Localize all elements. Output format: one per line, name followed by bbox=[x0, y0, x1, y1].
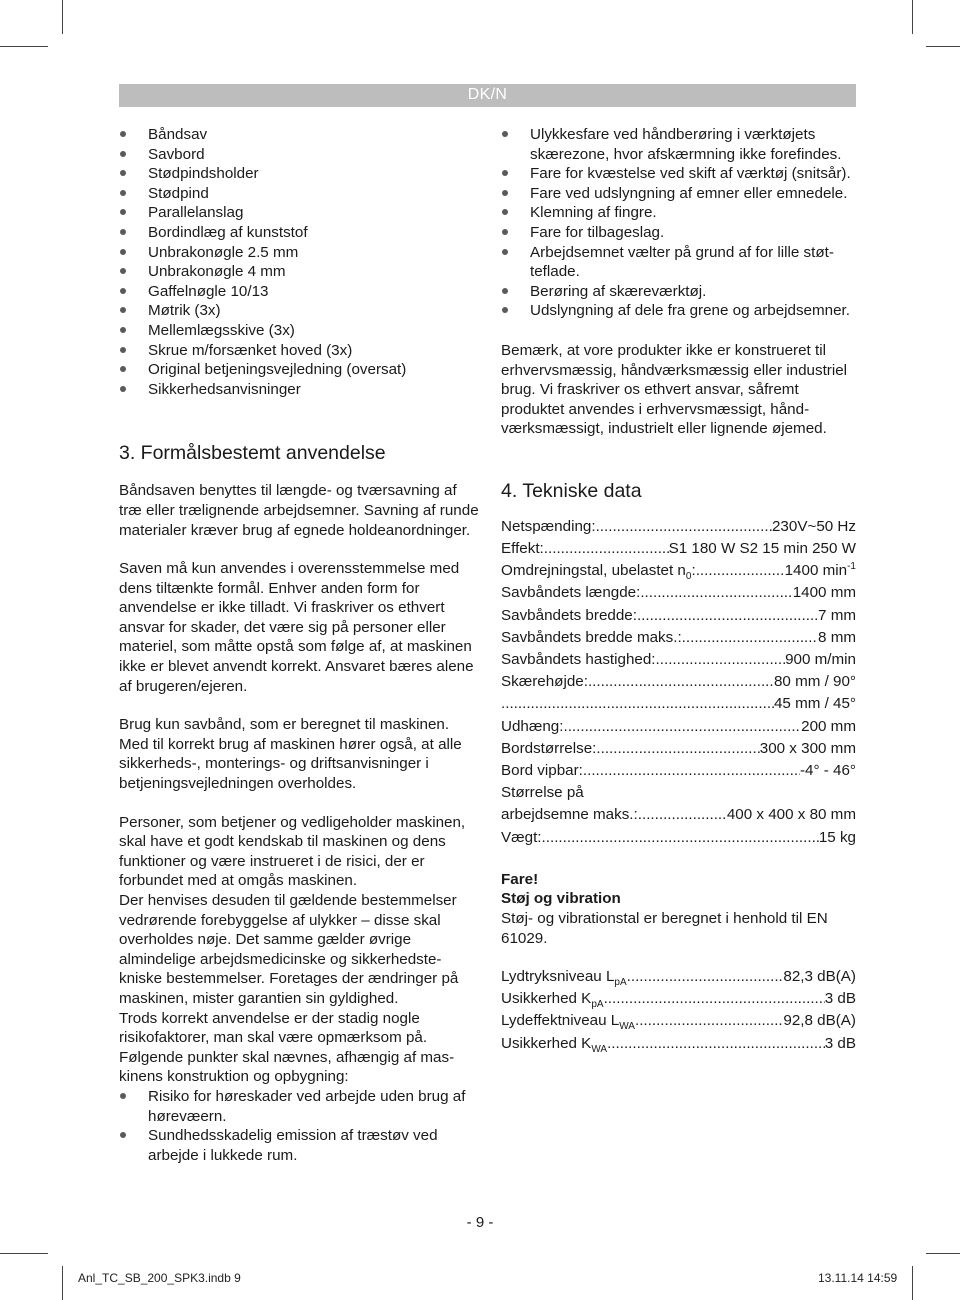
spec-label: Savbåndets længde: bbox=[501, 584, 641, 602]
leader-dots bbox=[638, 805, 727, 825]
spec-label: Usikkerhed $K_{WA}$ bbox=[501, 1034, 608, 1055]
spec-value: 400 x 400 x 80 mm bbox=[726, 806, 856, 824]
paragraph: Der henvises desuden til gældende bestemmelser vedrørende forebyggelse af ulykker – disse skal overholdes nøje. Det samme gælder øvrige almindelige arbejdsmedicinske og sikkerhedstekniske bestemmelser. Foretages der ændringer på maskinen, mister garantien sin gyldighed. bbox=[119, 892, 459, 1007]
leader-dots bbox=[607, 1034, 825, 1054]
spec-row bbox=[501, 783, 856, 805]
risk-list bbox=[119, 1087, 479, 1165]
crop-mark bbox=[926, 1253, 960, 1254]
spec-value: 92,8 dB(A) bbox=[783, 1012, 856, 1030]
leader-dots bbox=[544, 539, 669, 559]
list-item: Båndsav bbox=[119, 125, 479, 145]
spec-row bbox=[501, 694, 856, 716]
spec-row bbox=[501, 561, 856, 583]
paragraph: Saven må kun anvendes i overensstemmelse med dens tiltænkte formål. Enhver anden form for anvendelse er ikke tilladt. Vi fraskriver os ethvert ansvar for skader, det være sig på personer eller materiel, som måtte opstå som følge af, at maskinen ikke er blevet anvendt korrekt. Ansvaret bæres alene af brugeren/ejeren. bbox=[119, 560, 474, 695]
leader-dots bbox=[596, 517, 772, 537]
noise-title: Støj og vibration bbox=[501, 890, 621, 908]
spec-label: Lydeffektniveau $L_{WA}$ bbox=[501, 1012, 635, 1033]
list-item: Skrue m/forsænket hoved (3x) bbox=[119, 341, 479, 361]
list-item: Sundhedsskadelig emission af træstøv ved arbejde i lukkede rum. bbox=[119, 1126, 479, 1165]
spec-row bbox=[501, 517, 856, 539]
section-4-title: 4. Tekniske data bbox=[501, 479, 642, 502]
spec-value: 8 mm bbox=[818, 628, 856, 646]
disclaimer-note: Bemærk, at vore produkter ikke er konstrueret til erhvervsmæssig, håndværksmæssig eller industriel brug. Vi fraskriver os ethvert ansvar, såfremt produktet anvendes i erhvervsmæssigt, håndværksmæssigt, industrielt eller lignende øjemed. bbox=[501, 341, 848, 438]
leader-dots bbox=[627, 967, 784, 987]
crop-mark bbox=[62, 0, 63, 34]
spec-value: 200 mm bbox=[801, 717, 856, 735]
spec-label: Netspænding: bbox=[501, 517, 596, 535]
paragraph: Brug kun savbånd, som er beregnet til maskinen. Med til korrekt brug af maskinen hører også, at alle sikkerheds-, monterings- og driftsanvisninger i betjeningsvejledningen overholdes. bbox=[119, 716, 462, 793]
spec-label: Savbåndets bredde maks.: bbox=[501, 628, 682, 646]
spec-label: Savbåndets hastighed: bbox=[501, 651, 656, 669]
language-header-bar bbox=[119, 84, 856, 107]
list-item: Mellemlægsskive (3x) bbox=[119, 321, 479, 341]
spec-row bbox=[501, 739, 856, 761]
leader-dots bbox=[604, 989, 825, 1009]
leader-dots bbox=[682, 628, 818, 648]
parts-list bbox=[119, 125, 479, 399]
list-item: Gaffelnøgle 10/13 bbox=[119, 282, 479, 302]
spec-row bbox=[501, 1034, 856, 1056]
list-item: Original betjeningsvejledning (oversat) bbox=[119, 360, 479, 380]
spec-label: Bord vipbar: bbox=[501, 761, 583, 779]
spec-value: 1400 $\min^{-1}$ bbox=[784, 561, 856, 580]
spec-row bbox=[501, 583, 856, 605]
list-item: Fare ved udslyngning af emner eller emnedele. bbox=[501, 184, 856, 204]
spec-label: Størrelse på bbox=[501, 784, 584, 802]
list-item: Klemning af fingre. bbox=[501, 203, 856, 223]
spec-value: -4° - 46° bbox=[799, 761, 856, 779]
list-item: Sikkerhedsanvisninger bbox=[119, 380, 479, 400]
noise-values-table bbox=[501, 967, 856, 1056]
spec-row bbox=[501, 989, 856, 1011]
leader-dots bbox=[696, 561, 785, 581]
spec-value: 3 dB bbox=[824, 1034, 856, 1052]
list-item: Berøring af skæreværktøj. bbox=[501, 282, 856, 302]
spec-label: Effekt: bbox=[501, 540, 544, 558]
leader-dots bbox=[596, 739, 759, 759]
list-item: Savbord bbox=[119, 145, 479, 165]
crop-mark bbox=[926, 46, 960, 47]
leader-dots bbox=[583, 761, 800, 781]
spec-value: 1400 mm bbox=[792, 584, 856, 602]
right-column bbox=[501, 125, 856, 1056]
spec-value: S1 180 W S2 15 min 250 W bbox=[668, 540, 856, 558]
leader-dots bbox=[635, 1011, 783, 1031]
leader-dots bbox=[563, 717, 801, 737]
spec-row bbox=[501, 650, 856, 672]
list-item: Stødpindsholder bbox=[119, 164, 479, 184]
spec-label: Skærehøjde: bbox=[501, 673, 588, 691]
spec-label: Lydtryksniveau $L_{pA}$ bbox=[501, 968, 627, 989]
spec-row bbox=[501, 717, 856, 739]
leader-dots bbox=[588, 672, 774, 692]
section-3-title: 3. Formålsbestemt anvendelse bbox=[119, 442, 386, 465]
paragraph: Båndsaven benyttes til længde- og tværsavning af træ eller trælignende arbejdsemner. Savning af runde materialer kræver brug af egnede holdeanordninger. bbox=[119, 482, 479, 539]
crop-mark bbox=[0, 46, 48, 47]
list-item: Ulykkesfare ved håndberøring i værktøjets skærezone, hvor afskærmning ikke forefindes. bbox=[501, 125, 856, 164]
spec-row bbox=[501, 606, 856, 628]
spec-row bbox=[501, 628, 856, 650]
leader-dots bbox=[640, 583, 792, 603]
list-item: Møtrik (3x) bbox=[119, 301, 479, 321]
crop-mark bbox=[0, 1253, 48, 1254]
language-label: DK/N bbox=[467, 86, 508, 103]
spec-label: Udhæng: bbox=[501, 717, 564, 735]
list-item: Arbejdsemnet vælter på grund af for lille støtteflade. bbox=[501, 243, 856, 282]
spec-value: 15 kg bbox=[818, 828, 856, 846]
list-item: Risiko for høreskader ved arbejde uden brug af hørevæern. bbox=[119, 1087, 479, 1126]
spec-value: 82,3 dB(A) bbox=[783, 968, 856, 986]
left-column bbox=[119, 125, 479, 1165]
spec-value: 3 dB bbox=[824, 990, 856, 1008]
spec-row bbox=[501, 828, 856, 850]
list-item: Unbrakonøgle 4 mm bbox=[119, 262, 479, 282]
leader-dots bbox=[656, 650, 786, 670]
paragraph: Personer, som betjener og vedligeholder maskinen, skal have et godt kendskab til maskinen og dens funktioner og være instrueret i de risici, der er forbundet med at omgås maskinen. bbox=[119, 813, 466, 890]
footer-file: Anl_TC_SB_200_SPK3.indb 9 bbox=[78, 1271, 241, 1285]
spec-label: Savbåndets bredde: bbox=[501, 606, 637, 624]
spec-row bbox=[501, 1011, 856, 1033]
crop-mark bbox=[912, 1266, 913, 1300]
spec-label: Vægt: bbox=[501, 828, 542, 846]
spec-label: arbejdsemne maks.: bbox=[501, 806, 638, 824]
spec-label: Omdrejningstal, ubelastet $n_0$: bbox=[501, 562, 696, 583]
list-item: Fare for tilbageslag. bbox=[501, 223, 856, 243]
leader-dots bbox=[637, 606, 818, 626]
spec-value: 45 mm / 45° bbox=[773, 695, 856, 713]
leader-dots bbox=[542, 828, 819, 848]
spec-row bbox=[501, 761, 856, 783]
spec-value: 900 m/min bbox=[785, 651, 856, 669]
crop-mark bbox=[62, 1266, 63, 1300]
page-number: - 9 - bbox=[466, 1214, 494, 1231]
list-item: Udslyngning af dele fra grene og arbejdsemner. bbox=[501, 301, 856, 321]
warning-title: Fare! bbox=[501, 870, 539, 888]
list-item: Stødpind bbox=[119, 184, 479, 204]
spec-value: 7 mm bbox=[818, 606, 856, 624]
technical-data-table bbox=[501, 517, 856, 850]
spec-label: Usikkerhed $K_{pA}$ bbox=[501, 990, 604, 1011]
spec-row bbox=[501, 967, 856, 989]
spec-row bbox=[501, 539, 856, 561]
spec-value: 300 x 300 mm bbox=[759, 739, 856, 757]
spec-label: Bordstørrelse: bbox=[501, 739, 597, 757]
spec-value: 80 mm / 90° bbox=[773, 673, 856, 691]
list-item: Parallelanslag bbox=[119, 203, 479, 223]
spec-row bbox=[501, 672, 856, 694]
risk-list bbox=[501, 125, 856, 321]
list-item: Unbrakonøgle 2.5 mm bbox=[119, 243, 479, 263]
leader-dots bbox=[501, 694, 774, 714]
noise-text: Støj- og vibrationstal er beregnet i henhold til EN 61029. bbox=[501, 909, 828, 947]
footer-date: 13.11.14 14:59 bbox=[818, 1271, 898, 1285]
paragraph: Trods korrekt anvendelse er der stadig nogle risikofaktorer, man skal være opmærksom på. Følgende punkter skal nævnes, afhængig af maskinens konstruktion og opbygning: bbox=[119, 1009, 455, 1086]
spec-row bbox=[501, 805, 856, 827]
spec-value: 230V~50 Hz bbox=[771, 517, 856, 535]
list-item: Fare for kvæstelse ved skift af værktøj (snitsår). bbox=[501, 164, 856, 184]
crop-mark bbox=[912, 0, 913, 34]
list-item: Bordindlæg af kunststof bbox=[119, 223, 479, 243]
